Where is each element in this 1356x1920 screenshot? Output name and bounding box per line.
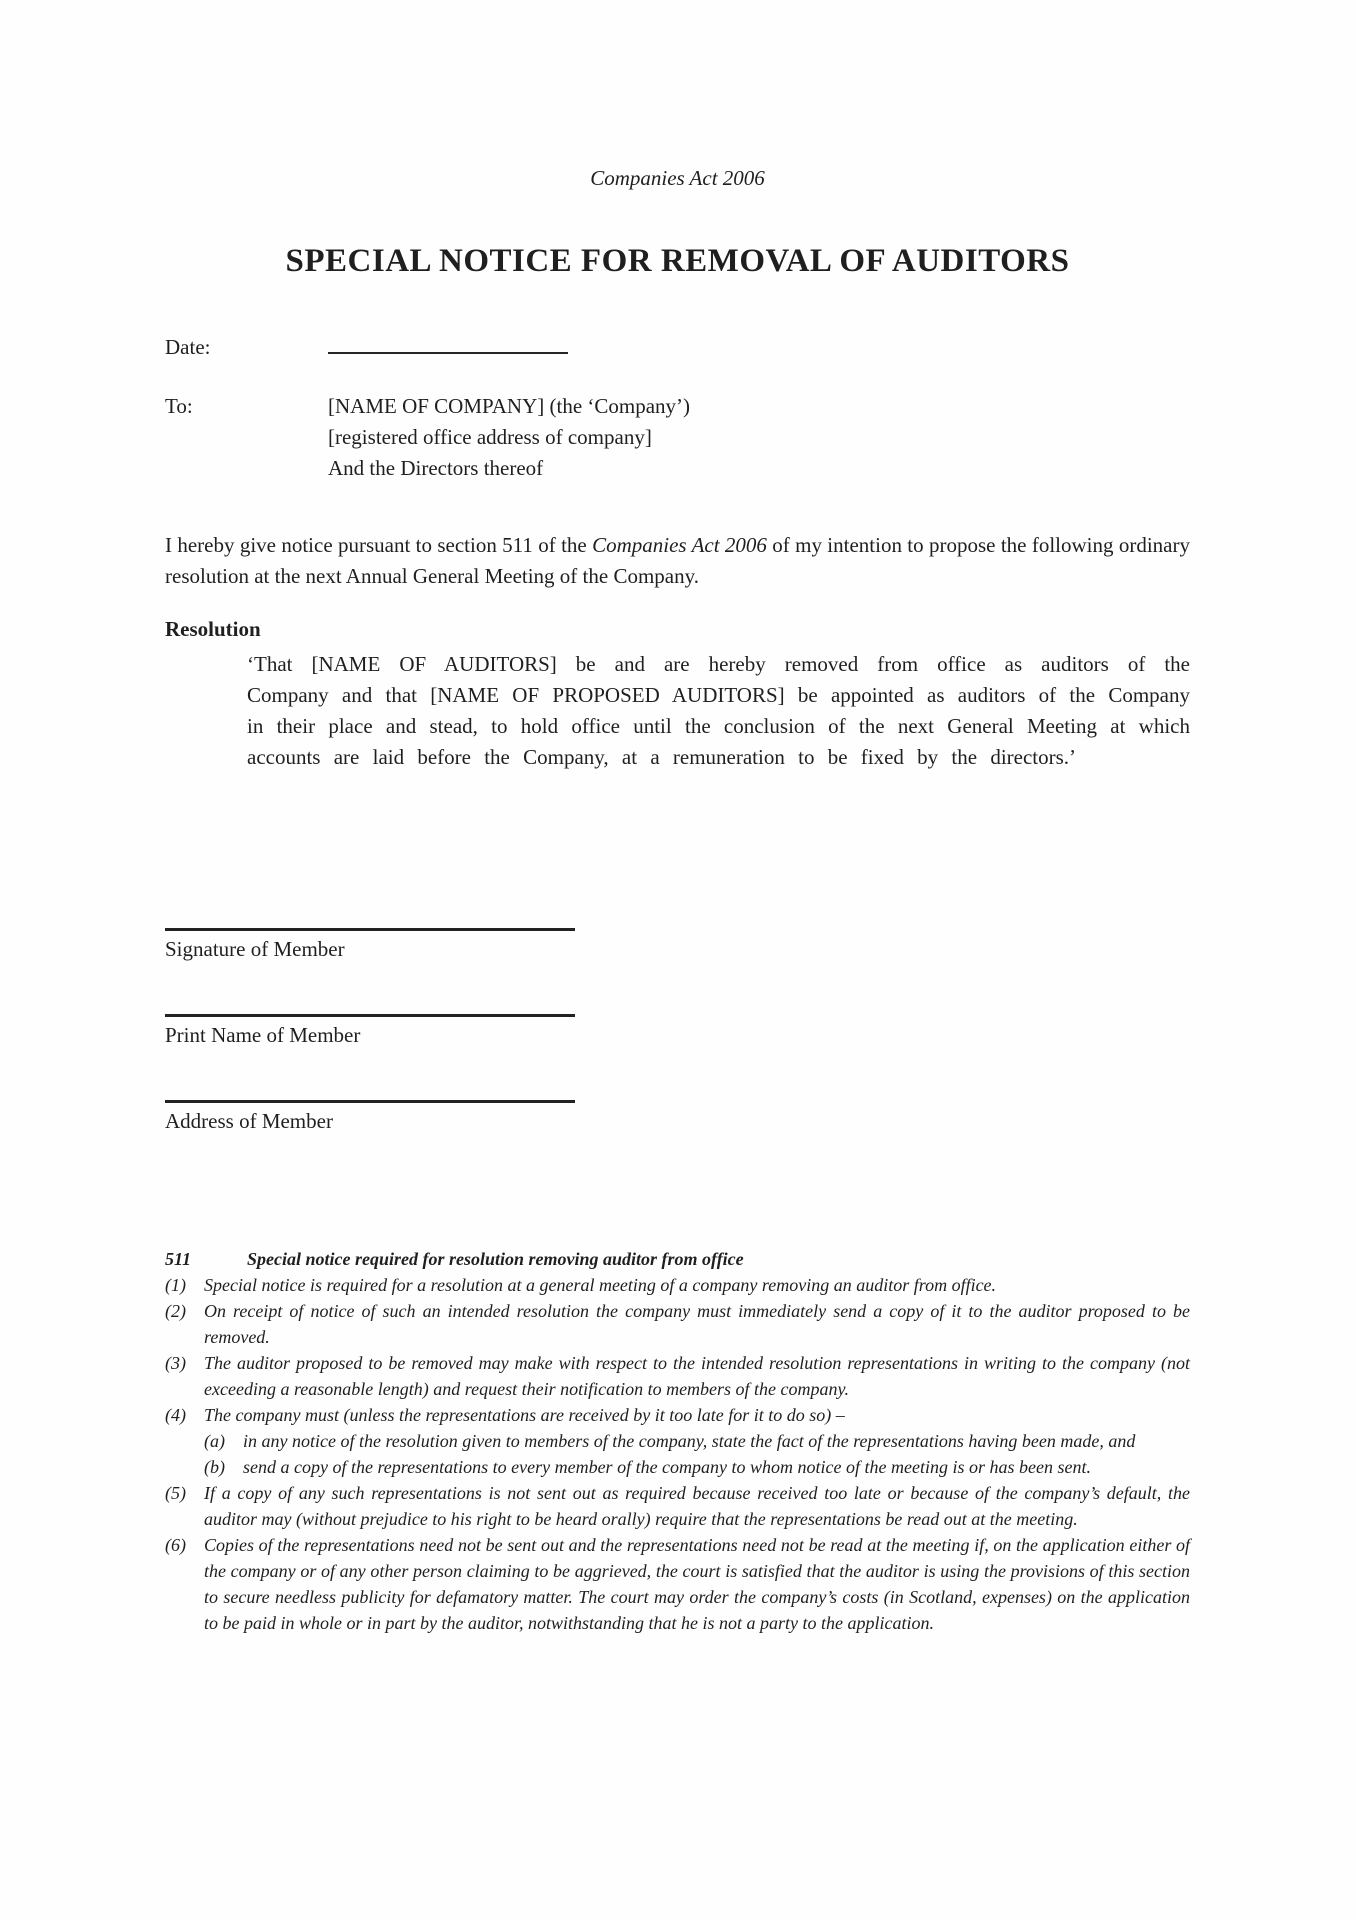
signature-fill-line <box>165 928 575 931</box>
subclause-letter: (a) <box>204 1431 225 1451</box>
clause-number: (6) <box>165 1535 186 1555</box>
clause-text: The company must (unless the representations are received by it too late for it to do so) – <box>204 1405 845 1425</box>
notice-text-start: I hereby give notice pursuant to section 511 of the <box>165 533 593 557</box>
statute-clause-6 <box>165 1532 1190 1636</box>
resolution-heading: Resolution <box>165 617 261 641</box>
act-reference: Companies Act 2006 <box>592 533 767 557</box>
statute-section-511 <box>165 1246 1190 1636</box>
statute-clause-4-subclauses <box>204 1428 1190 1480</box>
notice-text-end: of my intention to propose the following ordinary resolution at the next Annual General Meeting of the Company. <box>165 533 1190 588</box>
signature-of-member-label: Signature of Member <box>165 937 345 961</box>
signature-of-member-group <box>165 928 1190 962</box>
statute-section-number: 511 <box>165 1249 192 1269</box>
statute-clause-4 <box>165 1402 1190 1428</box>
clause-number: (3) <box>165 1353 186 1373</box>
clause-text: Special notice is required for a resolution at a general meeting of a company removing an auditor from office. <box>204 1275 997 1295</box>
date-fill-line <box>328 332 568 354</box>
address-of-member-label: Address of Member <box>165 1109 333 1133</box>
clause-text: The auditor proposed to be removed may make with respect to the intended resolution representations in writing to the company (not exceeding a reasonable length) and request their notification to members of the company. <box>204 1353 1190 1399</box>
print-name-fill-line <box>165 1014 575 1017</box>
act-caption: Companies Act 2006 <box>590 166 765 190</box>
subclause-text: in any notice of the resolution given to members of the company, state the fact of the representations having been made, and <box>243 1431 1136 1451</box>
address-of-member-group <box>165 1100 1190 1134</box>
statute-clause-5 <box>165 1480 1190 1532</box>
date-label: Date: <box>165 335 211 359</box>
clause-text: Copies of the representations need not be sent out and the representations need not be read at the meeting if, on the application either of the company or of any other person claiming to be aggrieved, the court is satisfied that the auditor is using the provisions of this section to secure needless publicity for defamatory matter. The court may order the company’s costs (in Scotland, expenses) on the application to be paid in whole or in part by the auditor, notwithstanding that he is not a party to the application. <box>204 1535 1190 1633</box>
resolution-paragraph: ‘That [NAME OF AUDITORS] be and are hereby removed from office as auditors of the Company and that [NAME OF PROPOSED AUDITORS] be appointed as auditors of the Company in their place and stead, to hold office until the conclusion of the next General Meeting at which accounts are laid before the Company, at a remuneration to be fixed by the directors.’ <box>247 652 1190 769</box>
clause-number: (1) <box>165 1275 186 1295</box>
print-name-of-member-group <box>165 1014 1190 1048</box>
clause-number: (2) <box>165 1301 186 1321</box>
to-label: To: <box>165 394 193 418</box>
notice-paragraph <box>165 530 1190 592</box>
clause-text: On receipt of notice of such an intended resolution the company must immediately send a copy of it to the auditor proposed to be removed. <box>204 1301 1190 1347</box>
statute-clause-3 <box>165 1350 1190 1402</box>
statute-clause-2 <box>165 1298 1190 1350</box>
date-row <box>165 332 1190 363</box>
statute-section-title: Special notice required for resolution removing auditor from office <box>247 1249 744 1269</box>
statute-subclause-a <box>204 1428 1190 1454</box>
clause-number: (4) <box>165 1405 186 1425</box>
to-row <box>165 391 1190 484</box>
statute-subclause-b <box>204 1454 1190 1480</box>
clause-number: (5) <box>165 1483 186 1503</box>
to-line-directors: And the Directors thereof <box>328 456 544 480</box>
subclause-text: send a copy of the representations to every member of the company to whom notice of the meeting is or has been sent. <box>243 1457 1091 1477</box>
statute-clause-1 <box>165 1272 1190 1298</box>
statute-heading-row <box>165 1246 1190 1272</box>
to-line-company-name: [NAME OF COMPANY] (the ‘Company’) <box>328 394 691 418</box>
address-fill-line <box>165 1100 575 1103</box>
to-line-registered-office: [registered office address of company] <box>328 425 652 449</box>
page-title: SPECIAL NOTICE FOR REMOVAL OF AUDITORS <box>285 243 1070 279</box>
subclause-letter: (b) <box>204 1457 225 1477</box>
print-name-of-member-label: Print Name of Member <box>165 1023 361 1047</box>
to-address-block <box>328 391 690 484</box>
clause-text: If a copy of any such representations is not sent out as required because received too late or because of the company’s default, the auditor may (without prejudice to his right to be heard orally) require that the representations be read out at the meeting. <box>204 1483 1190 1529</box>
